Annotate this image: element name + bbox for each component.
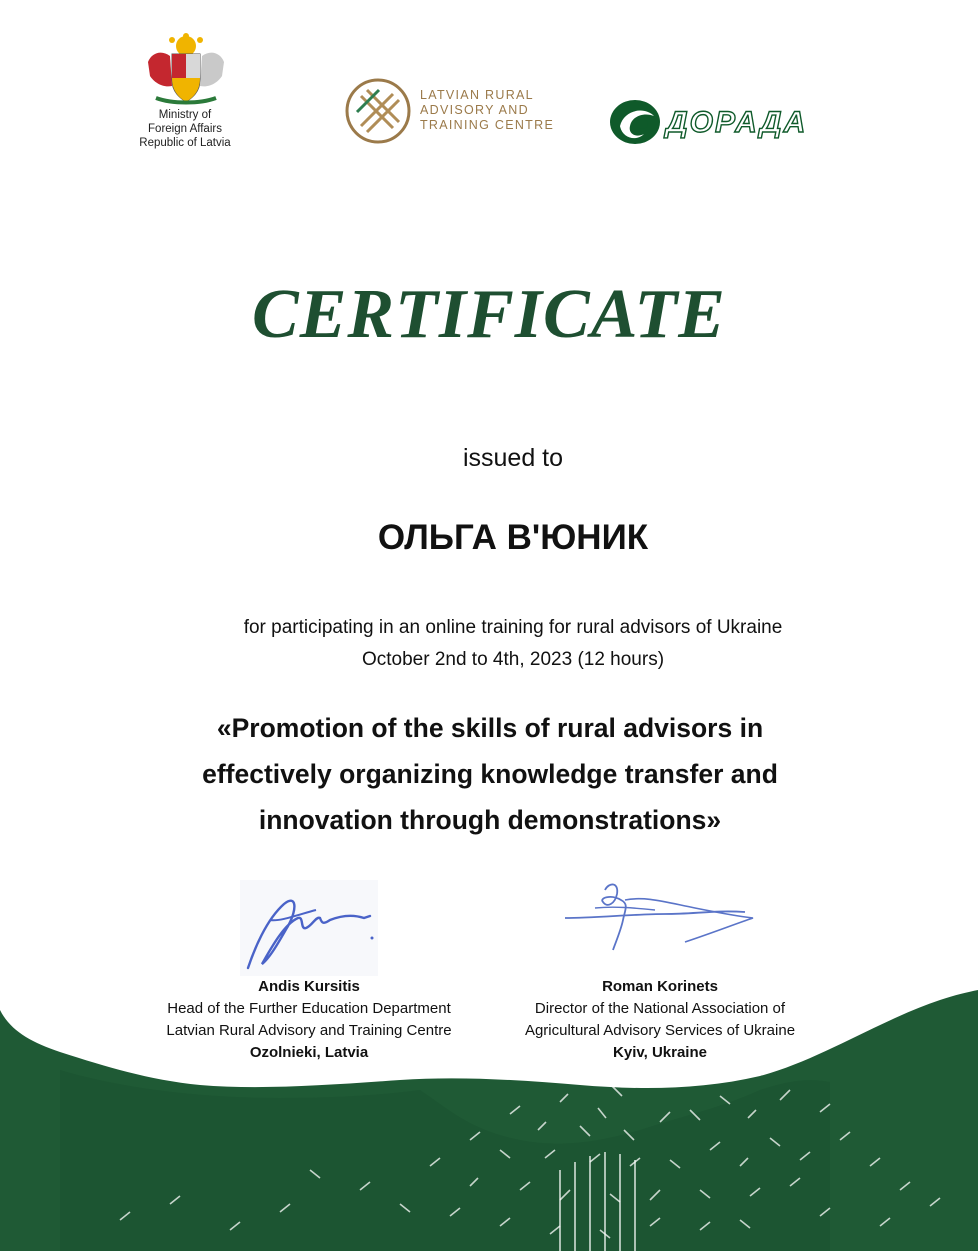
certificate-title: CERTIFICATE [252,276,726,353]
recipient-name: ОЛЬГА В'ЮНИК [377,518,649,557]
left-signatory-name: Andis Kursitis [258,978,360,995]
left-signatory-position: Head of the Further Education Department [167,1000,451,1017]
dorada-swirl-icon [608,96,666,148]
right-signatory-organization: Agricultural Advisory Services of Ukraine [524,1022,796,1039]
left-signatory-location: Ozolnieki, Latvia [249,1044,369,1061]
left-signatory-organization: Latvian Rural Advisory and Training Centre [166,1022,452,1039]
mfa-text-line-1: Ministry of [158,109,212,121]
latvia-coat-of-arms-icon [142,32,230,108]
left-signatory-block [130,976,488,1064]
mfa-latvia-logo [120,32,250,152]
mfa-text-line-2: Foreign Affairs [148,123,222,135]
right-signatory-location: Kyiv, Ukraine [613,1044,707,1061]
issued-to-label: issued to [462,444,564,472]
participation-line-1: for participating in an online training for rural advisors of Ukraine [243,617,783,638]
right-signature-image [555,880,765,955]
mfa-text-line-3: Republic of Latvia [139,137,231,149]
lrc-emblem-icon [343,76,413,146]
participation-line-2: October 2nd to 4th, 2023 (12 hours) [361,649,665,670]
lrc-logo [343,76,553,148]
dorada-wordmark: ДОРАДА [666,106,808,139]
lrc-text-line-2: ADVISORY AND [420,103,529,117]
lrc-text-line-1: LATVIAN RURAL [420,88,534,102]
right-signatory-position: Director of the National Association of [534,1000,786,1017]
dorada-logo [608,96,838,156]
right-signatory-name: Roman Korinets [602,978,718,995]
right-signatory-block [486,976,834,1064]
lrc-text-line-3: TRAINING CENTRE [420,118,555,132]
left-signature-image [240,880,378,976]
course-title: «Promotion of the skills of rural advisors in effectively organizing knowledge transfer and innovation through demonstrations» [202,713,778,835]
participation-text [0,612,978,676]
